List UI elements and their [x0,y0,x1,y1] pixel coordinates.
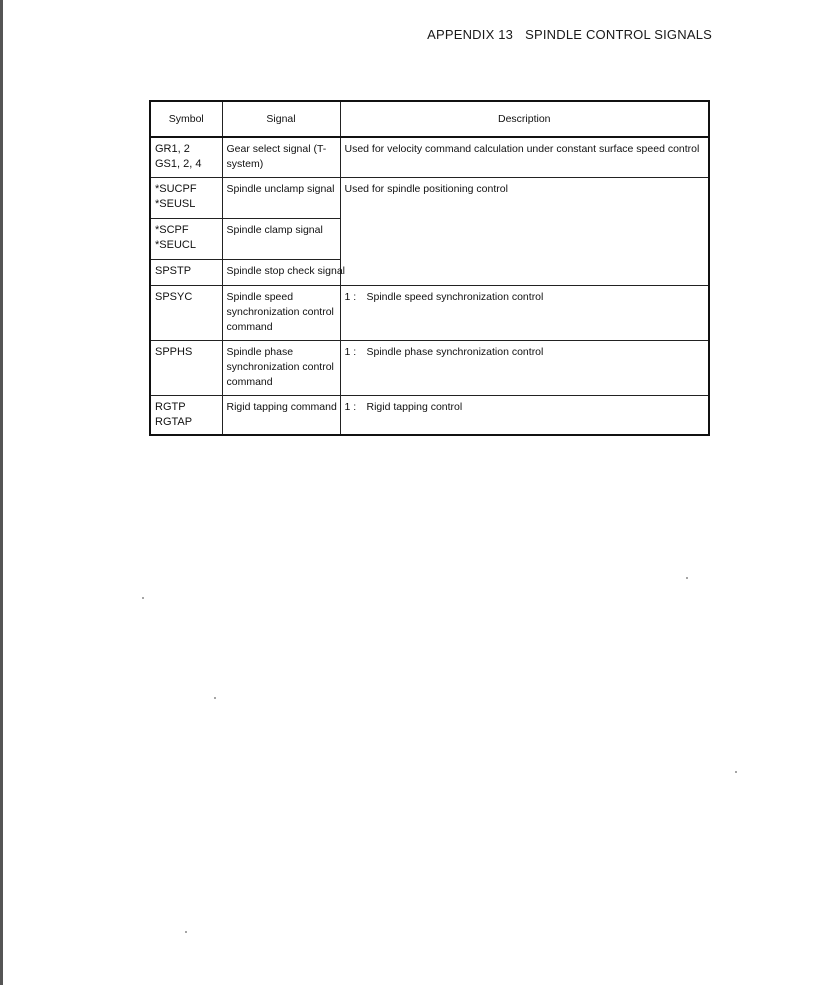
description-number: 1 : [344,346,357,358]
table-row [150,396,709,436]
symbol-cell [150,137,222,178]
symbol-text: GR1, 2 [155,143,190,155]
signal-cell [222,178,340,219]
symbol-text: GS1, 2, 4 [155,158,202,170]
column-header-signal: Signal [222,101,340,137]
signal-cell [222,260,345,286]
description-cell [340,341,709,396]
column-header-symbol: Symbol [150,101,222,137]
page-header [427,27,712,42]
signal-cell [222,137,340,178]
scan-speck [214,697,216,699]
table-row [150,137,709,178]
symbol-cell [150,219,222,260]
symbol-text: RGTAP [155,416,193,428]
symbol-text: SPSTP [155,265,192,277]
scan-speck [735,771,737,773]
page-left-edge [0,0,3,985]
symbol-text: *SCPF [155,224,189,236]
symbol-cell [150,396,222,436]
description-text: Spindle speed synchronization control [366,291,544,303]
symbol-cell [150,260,222,286]
page-title: SPINDLE CONTROL SIGNALS [525,27,712,42]
signal-text: Rigid tapping command [226,401,337,413]
appendix-label: APPENDIX 13 [427,27,514,42]
signal-text: Spindle phase [226,346,294,358]
description-text: Spindle phase synchronization control [366,346,544,358]
symbol-cell [150,341,222,396]
signal-cell [222,396,340,436]
signal-cell [222,341,340,396]
signal-cell [222,286,340,341]
description-number: 1 : [344,401,357,413]
description-text: Used for spindle positioning control [344,183,508,195]
signal-text: Gear select signal (T- [226,143,327,155]
signal-cell [222,219,340,260]
scan-speck [185,931,187,933]
column-header-description: Description [340,101,709,137]
signal-text: command [226,321,273,333]
symbol-text: *SUCPF [155,183,197,195]
table-row [150,286,709,341]
signal-text: command [226,376,273,388]
description-number: 1 : [344,291,357,303]
scan-speck [686,577,688,579]
table-row [150,178,709,219]
description-text: Used for velocity command calculation under constant surface speed control [344,143,700,155]
symbol-cell [150,286,222,341]
symbol-text: SPPHS [155,346,193,358]
description-cell [340,286,709,341]
spindle-signals-table [149,100,710,436]
description-cell [340,396,709,436]
description-cell [340,178,709,286]
symbol-text: *SEUCL [155,239,196,251]
description-text: Rigid tapping control [366,401,463,413]
description-cell [340,137,709,178]
signal-text: synchronization control [226,306,334,318]
signal-text: Spindle unclamp signal [226,183,335,195]
scan-speck [142,597,144,599]
symbol-text: *SEUSL [155,198,196,210]
symbol-text: RGTP [155,401,186,413]
signal-text: Spindle stop check signal [226,265,345,277]
table-row [150,341,709,396]
signal-text: Spindle clamp signal [226,224,323,236]
table-header-row [150,101,709,137]
signal-text: system) [226,158,264,170]
signal-text: synchronization control [226,361,334,373]
signal-text: Spindle speed [226,291,294,303]
symbol-text: SPSYC [155,291,193,303]
symbol-cell [150,178,222,219]
